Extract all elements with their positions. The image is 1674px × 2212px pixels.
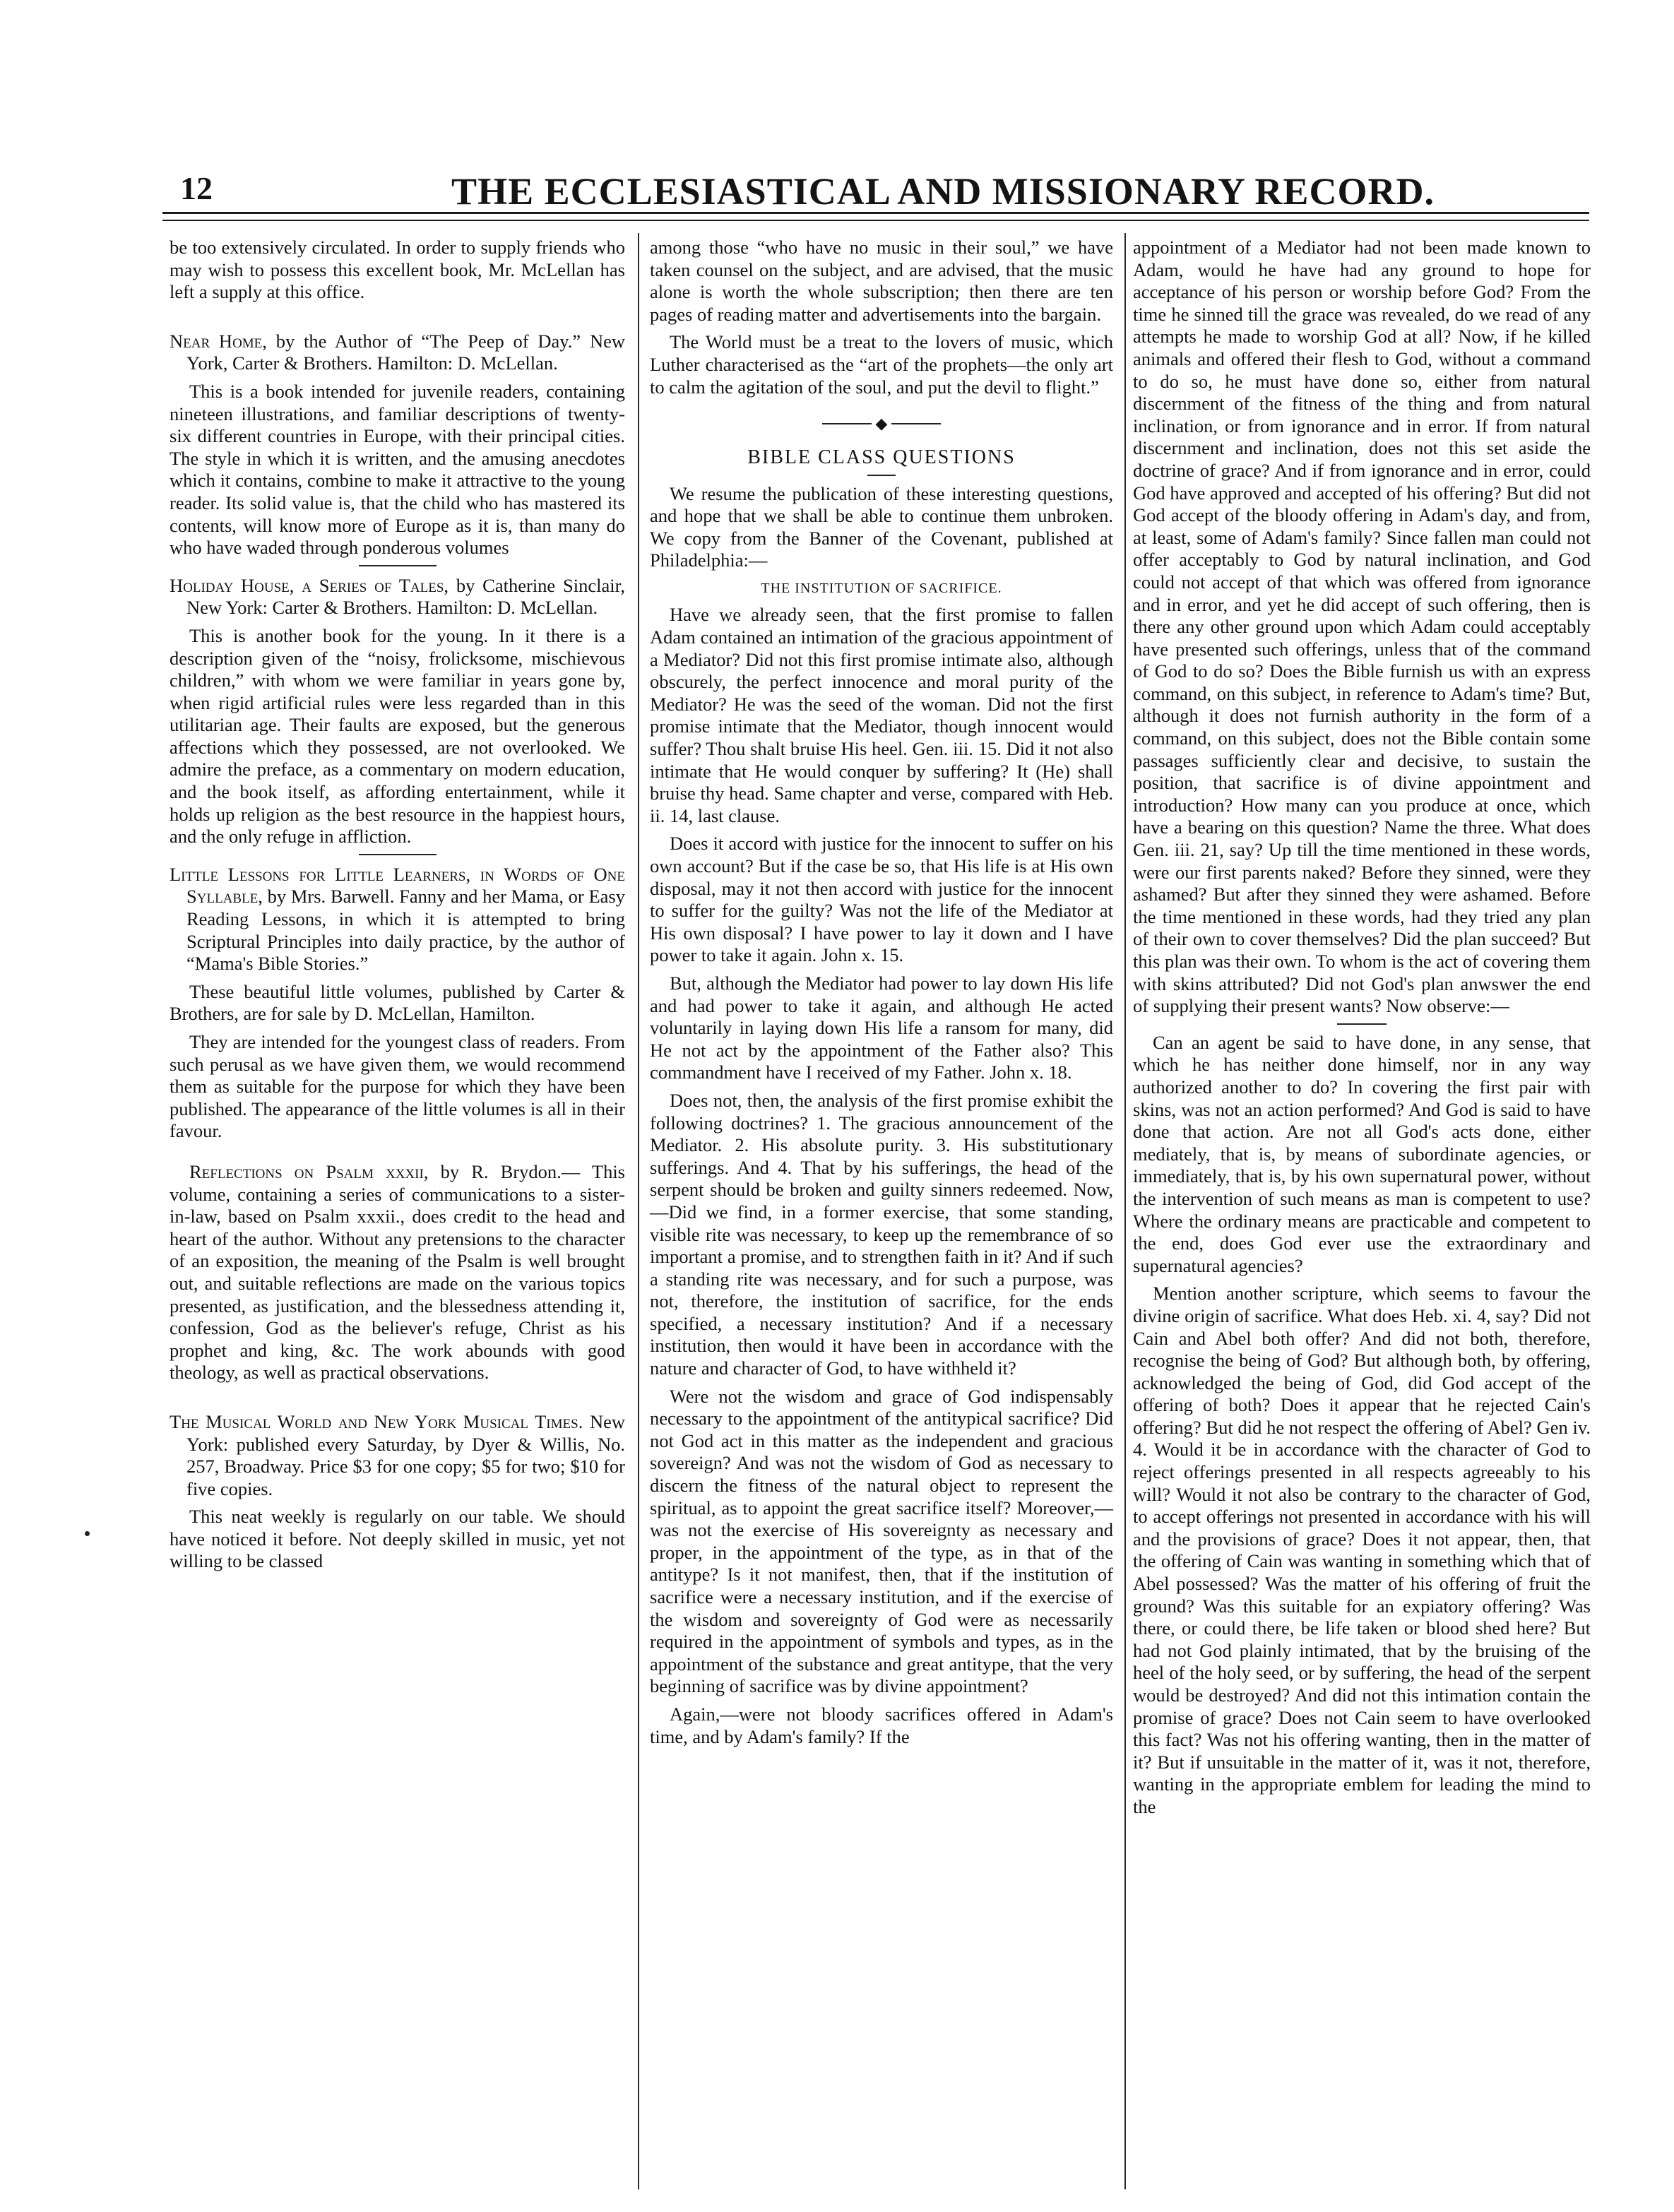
book-notice-entry — [170, 575, 625, 619]
section-rule — [1337, 1023, 1387, 1025]
header-rule — [162, 212, 1589, 221]
paragraph: But, although the Mediator had power to lay down His life and had power to take it again, and although He acted voluntarily in laying down His life a ransom for many, did He not act by the appointment of the Father also? This commandment have I received of my Father. John x. 18. — [650, 972, 1113, 1083]
book-details: by Catherine Sinclair, New York: Carter & Brothers. Hamilton: D. McLellan. — [186, 574, 626, 619]
paragraph: appointment of a Mediator had not been made known to Adam, would he have had any ground to hope for acceptance of his person or worship before God? From the time he sinned till the grace was revealed, do we read of any attempts he made to worship God at all? Now, if he killed animals and offered their flesh to God, without a command to do so, he must have done so, either from natural discernment of the fitness of the thing and from natural inclination, or from ignorance and in error. If from natural discernment and inclination, does not this set aside the doctrine of grace? And if from ignorance and in error, could God have approved and accepted of his offering? But did not God accept of the bloody offering in Adam's day, and from, at least, some of Adam's family? Since fallen man could not offer acceptably to God by natural inclination, and God could not accept of that which was offered from ignorance and in error, and yet he did accept of such offering, then is there any other ground upon which Adam could acceptably have presented such offerings, unless that of the command of God to do so? Does the Bible furnish us with an express command, on this subject, in reference to Adam's time? But, although it does not furnish authority in the form of a command, on this subject, does not the Bible contain some passages sufficiently clear and decisive, to sustain the position, that sacrifice is of divine appointment and introduction? How many can you produce at once, which have a bearing on this question? Name the three. What does Gen. iii. 21, say? Up till the time mentioned in these words, were our first parents naked? Before they sinned, were they ashamed? But after they sinned they were ashamed. Before the time mentioned in these words, had they tried any plan of their own to cover themselves? Did the plan succeed? But this plan was their own. To whom is the act of covering them with skins attributed? Did not God's plan anwswer the end of supplying their present wants? Now observe:— — [1133, 237, 1591, 1017]
paragraph: be too extensively circulated. In order to supply friends who may wish to possess this excellent book, Mr. McLellan has left a supply at this office. — [170, 237, 625, 303]
paragraph: This is another book for the young. In it there is a description given of the “noisy, frolicksome, mischievous children,” with whom we were familiar in years gone by, when rigid artificial rules were less regarded than in this utilitarian age. Their faults are exposed, but the generous affections which they possessed, are not overlooked. We admire the preface, as a commentary on modern education, and the book itself, as affording entertainment, while it holds up religion as the best resource in the happiest hours, and the only refuge in affliction. — [170, 624, 625, 848]
diamond-ornament-icon: ◆ — [875, 415, 888, 433]
book-title: Holiday House, a Series of Tales, — [170, 574, 449, 596]
section-rule — [359, 565, 437, 566]
paragraph: among those “who have no music in their soul,” we have taken counsel on the subject, and are advised, that the music alone is worth the whole subscription; then there are ten pages of reading matter and advertisements into the bargain. — [650, 237, 1113, 325]
column-divider — [1124, 233, 1126, 2189]
paragraph: Have we already seen, that the first promise to fallen Adam contained an intimation of the gracious appointment of a Mediator? Did not this first promise intimate also, although obscurely, the perfect innocence and moral purity of the Mediator? He was the seed of the woman. Did not the first promise intimate that the Mediator, though innocent would suffer? Thou shalt bruise His heel. Gen. iii. 15. Did it not also intimate that He would conquer by suffering? It (He) shall bruise thy head. Same chapter and verse, compared with Heb. ii. 14, last clause. — [650, 604, 1113, 826]
book-title: The Musical World and New York Musical Times. — [170, 1410, 583, 1432]
book-details: New York: published every Saturday, by Dyer & Willis, No. 257, Broadway. Price $3 for one copy; $5 for two; $10 for five copies. — [186, 1410, 625, 1499]
section-rule — [359, 854, 437, 855]
paragraph: Does not, then, the analysis of the first promise exhibit the following doctrines? 1. The gracious announcement of the Mediator. 2. His absolute purity. 3. His substitutionary sufferings. And 4. That by his sufferings, the head of the serpent should be broken and guilty sinners redeemed. Now,—Did we find, in a former exercise, that some standing, visible rite was necessary, to keep up the remembrance of so important a promise, and to strengthen faith in it? And if such a standing rite was necessary, and for such a purpose, was not, therefore, the institution of sacrifice, for the ends specified, a necessary institution? And if a necessary institution, then would it have been in accordance with the nature and character of God, to have withheld it? — [650, 1089, 1113, 1379]
journal-title: THE ECCLESIASTICAL AND MISSIONARY RECORD. — [451, 170, 1435, 213]
book-notice-entry — [170, 1411, 625, 1500]
column-3 — [1133, 237, 1591, 1824]
column-divider — [638, 233, 639, 2189]
page-number: 12 — [180, 170, 213, 206]
paragraph: Mention another scripture, which seems to favour the divine origin of sacrifice. What does Heb. xi. 4, say? Did not Cain and Abel both offer? And did not both, therefore, recognise the being of God? But although both, by offering, acknowledged the being of God, did God accept of the offering of both? Does it appear that he rejected Cain's offering? But did he not respect the offering of Abel? Gen iv. 4. Would it be in accordance with the character of God to reject offerings presented in all respects agreeably to his will? Would it not also be contrary to the character of God, to accept offerings not presented in accordance with his will and the provisions of grace? Does it not appear, then, that the offering of Cain was wanting in something which that of Abel possessed? Was the matter of his offering of fruit the ground? Was this suitable for an expiatory offering? Was there, or could there, be life taken or blood shed here? But had not God plainly intimated, that by the bruising of the heel of the holy seed, or by suffering, the head of the serpent would be destroyed? And did not this intimation contain the promise of grace? Does not Cain seem to have overlooked this fact? Was not his offering wanting, then in the matter of it? But if unsuitable in the matter of it, was it not, therefore, wanting in the appropriate emblem for leading the mind to the — [1133, 1283, 1591, 1817]
paragraph: by R. Brydon.— This volume, containing a series of communications to a sister-in-law, based on Psalm xxxii., does credit to the head and heart of the author. Without any pretensions to the character of an exposition, the meaning of the Psalm is well brought out, and suitable reflections are made on the various topics presented, as justification, and the blessedness attending it, confession, God as the believer's refuge, Christ as his prophet and king, &c. The work abounds with good theology, as well as practical observations. — [170, 1160, 625, 1384]
book-title: Little Lessons for Little Learners, in Words of One Syllable, — [170, 863, 625, 908]
paragraph: They are intended for the youngest class of readers. From such perusal as we have given them, we would recommend them as suitable for the purpose for which they have been published. The appearance of the little volumes is all in their favour. — [170, 1031, 625, 1142]
heading-rule — [867, 475, 896, 476]
paragraph: This is a book intended for juvenile readers, containing nineteen illustrations, and familiar descriptions of twenty-six different countries in Europe, with their principal cities. The style in which it is written, and the amusing anecdotes which it contains, combine to make it attractive to the young reader. Its solid value is, that the child who has mastered its contents, will know more of Europe as it is, than many do who have waded through ponderous volumes — [170, 380, 625, 559]
book-details: by the Author of “The Peep of Day.” New York, Carter & Brothers. Hamilton: D. McLellan. — [186, 330, 625, 374]
subheading: THE INSTITUTION OF SACRIFICE. — [761, 580, 1002, 596]
book-notice-entry — [170, 1161, 625, 1384]
paragraph: Can an agent be said to have done, in any sense, that which he has neither done himself, nor in any way authorized another to do? In covering the first pair with skins, was not an action performed? And God is said to have done that action. Are not all God's acts done, either mediately, that is, by means of subordinate agencies, or immediately, that is, by his own supernatural power, without the intervention of such means as man is competent to use? Where the ordinary means are practicable and competent to the end, does God ever use the extraordinary and supernatural agencies? — [1133, 1031, 1591, 1276]
column-1 — [170, 237, 625, 1578]
paragraph: We resume the publication of these interesting questions, and hope that we shall be able to continue them unbroken. We copy from the Banner of the Covenant, published at Philadelphia:— — [650, 482, 1113, 571]
paragraph: Were not the wisdom and grace of God indispensably necessary to the appointment of the antitypical sacrifice? Did not God act in this matter as the independent and gracious sovereign? And was not the wisdom of God as necessary to discern the fitness of the natural object to represent the spiritual, as to appoint the great sacrifice itself? Moreover,—was not the exercise of His sovereignty as necessary and proper, in the appointment of the type, as in that of the antitype? Is it not manifest, then, that if the institution of sacrifice were a necessary institution, and if the exercise of the wisdom and sovereignty of God were as necessarily required in the appointment of symbols and types, as in the appointment of the substance and great antitype, that the very beginning of sacrifice was by divine appointment? — [650, 1385, 1113, 1697]
stray-mark — [85, 1531, 90, 1536]
book-title: Near Home, — [170, 330, 267, 352]
book-details: by Mrs. Barwell. Fanny and her Mama, or Easy Reading Lessons, in which it is attempted to bring Scriptural Principles into daily practice, by the author of “Mama's Bible Stories.” — [186, 886, 625, 975]
column-2 — [650, 237, 1113, 1754]
paragraph: This neat weekly is regularly on our table. We should have noticed it before. Not deeply skilled in music, yet not willing to be classed — [170, 1506, 625, 1572]
book-title: Reflections on Psalm xxxii, — [189, 1160, 429, 1182]
paragraph: Does it accord with justice for the innocent to suffer on his own account? But if the case be so, that His life is at His own disposal, may it not then accord with justice for the innocent to suffer for the guilty? Was not the life of the Mediator at His own disposal? I have power to lay it down and I have power to take it again. John x. 15. — [650, 833, 1113, 966]
ornament-divider — [650, 411, 1113, 435]
paragraph: Again,—were not bloody sacrifices offered in Adam's time, and by Adam's family? If the — [650, 1703, 1113, 1747]
book-notice-entry — [170, 331, 625, 375]
section-heading: BIBLE CLASS QUESTIONS — [747, 446, 1016, 468]
paragraph: The World must be a treat to the lovers of music, which Luther characterised as the “art of the prophets—the only art to calm the agitation of the soul, and put the devil to flight.” — [650, 331, 1113, 398]
book-notice-entry — [170, 864, 625, 975]
paragraph: These beautiful little volumes, published by Carter & Brothers, are for sale by D. McLellan, Hamilton. — [170, 980, 625, 1025]
